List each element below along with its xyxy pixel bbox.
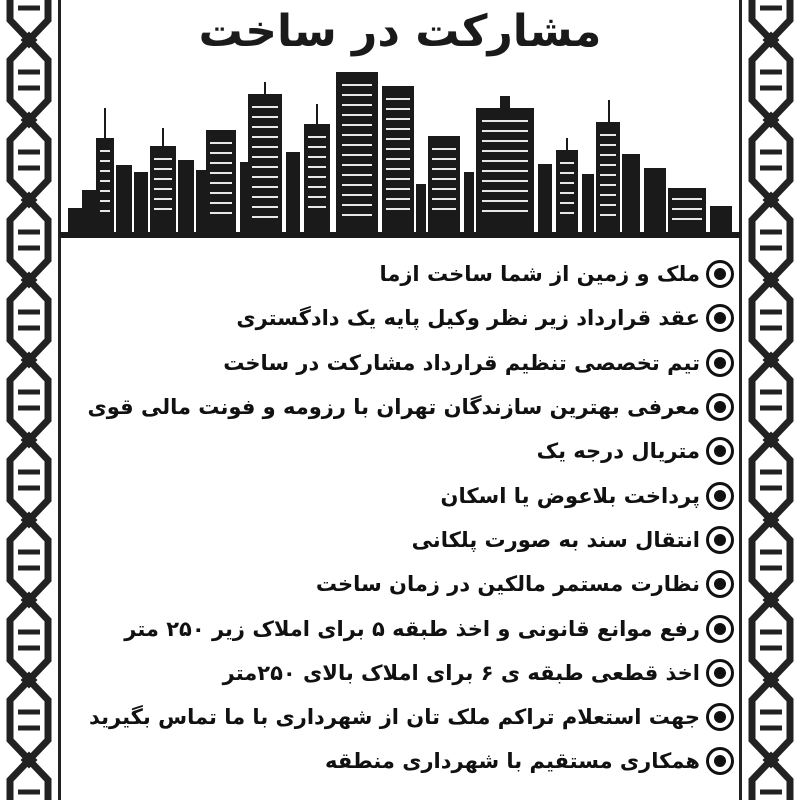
list-item — [74, 606, 734, 650]
left-chain-border — [0, 0, 58, 800]
radio-bullet-icon — [706, 747, 734, 775]
list-item — [74, 739, 734, 783]
list-item-text: رفع موانع قانونی و اخذ طبقه ۵ برای املاک زیر ۲۵۰ متر — [124, 616, 700, 641]
list-item — [74, 518, 734, 562]
right-chain-border — [742, 0, 800, 800]
city-skyline-icon — [60, 60, 740, 240]
list-item-text: ملک و زمین از شما ساخت ازما — [379, 262, 700, 287]
list-item-text: اخذ قطعی طبقه ی ۶ برای املاک بالای ۲۵۰متر — [222, 660, 700, 685]
radio-bullet-icon — [706, 526, 734, 554]
list-item — [74, 473, 734, 517]
radio-bullet-icon — [706, 260, 734, 288]
list-item — [74, 562, 734, 606]
list-item-text: تیم تخصصی تنظیم قرارداد مشارکت در ساخت — [223, 350, 700, 375]
features-list — [74, 252, 734, 784]
list-item-text: پرداخت بلاعوض یا اسکان — [440, 483, 700, 508]
radio-bullet-icon — [706, 659, 734, 687]
list-item-text: متریال درجه یک — [536, 439, 700, 464]
radio-bullet-icon — [706, 615, 734, 643]
list-item — [74, 651, 734, 695]
list-item — [74, 429, 734, 473]
list-item — [74, 296, 734, 340]
radio-bullet-icon — [706, 482, 734, 510]
list-item-text: انتقال سند به صورت پلکانی — [411, 527, 700, 552]
radio-bullet-icon — [706, 570, 734, 598]
list-item-text: نظارت مستمر مالکین در زمان ساخت — [315, 572, 700, 597]
page-title: مشارکت در ساخت — [198, 6, 602, 57]
list-item-text: عقد قرارداد زیر نظر وکیل پایه یک دادگستری — [236, 306, 700, 331]
list-item — [74, 385, 734, 429]
list-item-text: همکاری مستقیم با شهرداری منطقه — [325, 749, 700, 774]
radio-bullet-icon — [706, 349, 734, 377]
list-item — [74, 341, 734, 385]
list-item-text: جهت استعلام تراکم ملک تان از شهرداری با ما تماس بگیرید — [89, 705, 700, 730]
radio-bullet-icon — [706, 304, 734, 332]
radio-bullet-icon — [706, 393, 734, 421]
radio-bullet-icon — [706, 703, 734, 731]
list-item — [74, 252, 734, 296]
radio-bullet-icon — [706, 437, 734, 465]
list-item — [74, 695, 734, 739]
list-item-text: معرفی بهترین سازندگان تهران با رزومه و فونت مالی قوی — [87, 395, 700, 420]
